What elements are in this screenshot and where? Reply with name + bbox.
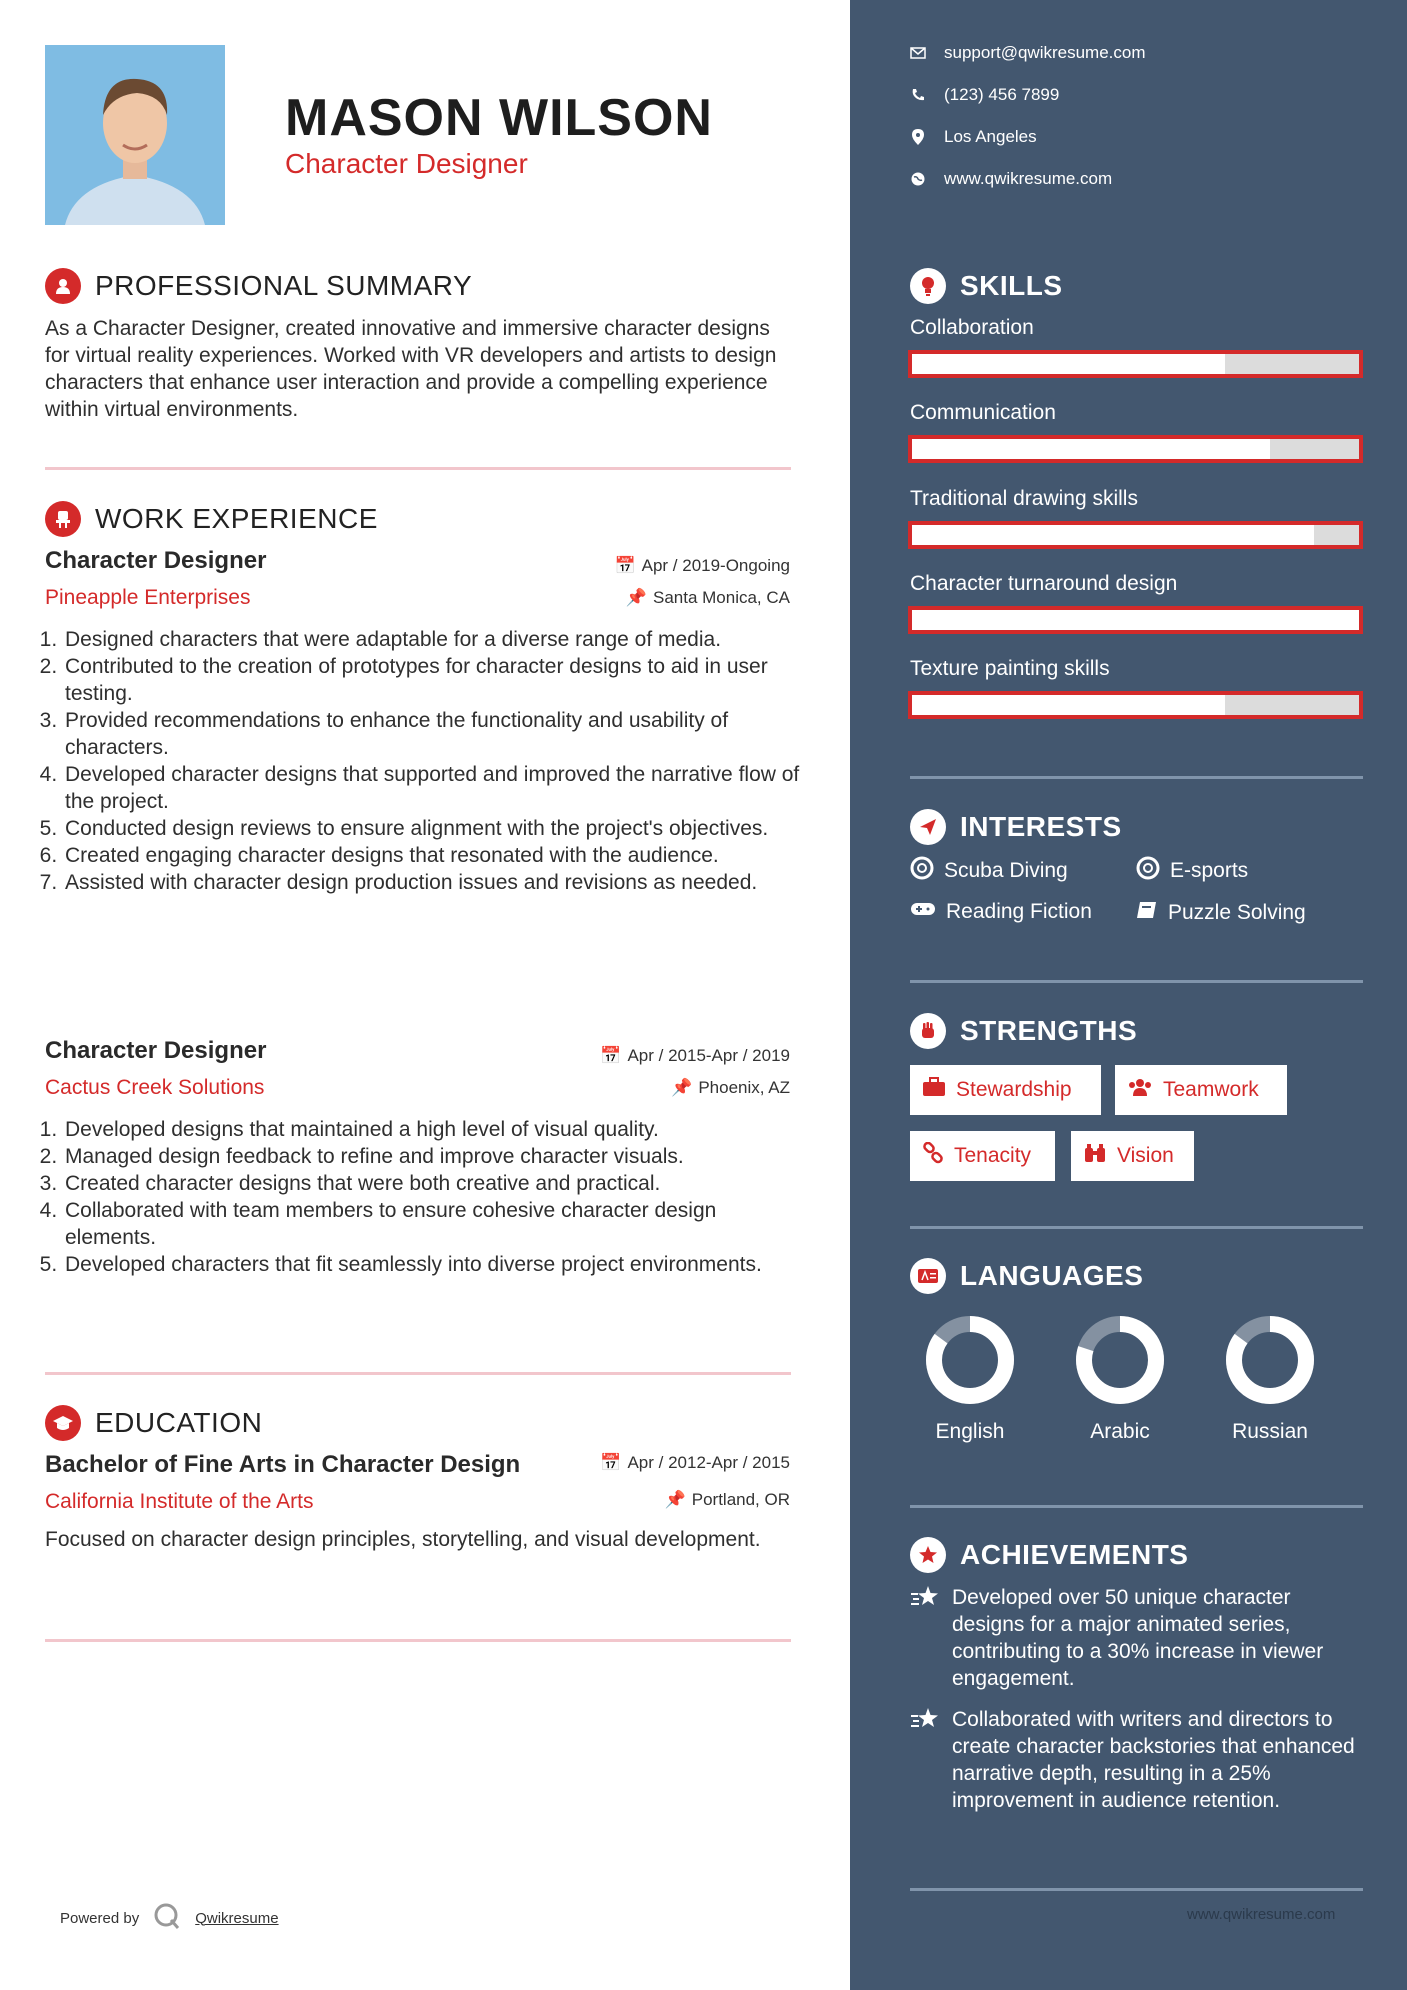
interests-title: INTERESTS	[960, 811, 1122, 842]
hand-icon	[910, 1013, 946, 1049]
envelope-icon	[910, 45, 926, 61]
binoculars-icon	[1083, 1142, 1107, 1170]
list-item: 4. Collaborated with team members to ensure cohesive character design elements.	[63, 1197, 808, 1251]
skill-bar	[908, 350, 1363, 378]
list-item: 3. Created character designs that were both creative and practical.	[63, 1170, 808, 1197]
job-company: Cactus Creek Solutions	[45, 1076, 265, 1099]
skill-bar	[908, 606, 1363, 634]
list-item: 3. Provided recommendations to enhance the functionality and usability of characters.	[63, 707, 808, 761]
summary-text: As a Character Designer, created innovative and immersive character designs for virtual reality experiences. Worked with VR developers and artists to design characters that enhance user interaction and provide a compelling experience within virtual environments.	[45, 317, 777, 421]
summary-heading	[45, 268, 472, 304]
phone-text: (123) 456 7899	[944, 85, 1060, 104]
languages-heading	[910, 1258, 1143, 1294]
star-icon	[910, 1706, 940, 1814]
achievements-title: ACHIEVEMENTS	[960, 1539, 1189, 1570]
star-badge-icon	[910, 1537, 946, 1573]
list-item: 5. Conducted design reviews to ensure alignment with the project's objectives.	[63, 815, 808, 842]
map-pin-icon	[910, 129, 926, 145]
footer-website[interactable]: www.qwikresume.com	[1187, 1906, 1336, 1923]
job-dates	[600, 1046, 790, 1066]
education-location-text: Portland, OR	[691, 1490, 790, 1509]
globe-icon	[910, 171, 926, 187]
job-dates-text: Apr / 2019-Ongoing	[641, 556, 790, 575]
job-location	[671, 1078, 790, 1098]
section-divider	[910, 1226, 1363, 1229]
section-divider	[910, 1505, 1363, 1508]
star-icon	[910, 1584, 940, 1692]
skill-fill	[912, 439, 1270, 459]
strength-badge	[1071, 1131, 1194, 1181]
skill-fill	[912, 525, 1314, 545]
job-location	[626, 588, 790, 608]
section-divider	[910, 980, 1363, 983]
list-item: 6. Created engaging character designs that resonated with the audience.	[63, 842, 808, 869]
email-text[interactable]: support@qwikresume.com	[944, 43, 1146, 62]
list-item: 4. Developed character designs that supported and improved the narrative flow of the project.	[63, 761, 808, 815]
job-duties	[45, 626, 808, 896]
pin-icon: 📌	[664, 1490, 686, 1509]
interest-label: Reading Fiction	[946, 900, 1092, 923]
job-title: Character Designer	[45, 547, 267, 574]
section-divider	[910, 776, 1363, 779]
language-ring	[1072, 1312, 1168, 1408]
interest-label: Scuba Diving	[944, 859, 1068, 882]
graduation-icon	[45, 1405, 81, 1441]
language-item	[910, 1312, 1030, 1444]
interests-heading	[910, 809, 1122, 845]
contact-email	[910, 43, 1146, 63]
language-label: Arabic	[1090, 1420, 1150, 1443]
location-text: Los Angeles	[944, 127, 1037, 146]
skill-fill	[912, 354, 1225, 374]
education-location	[665, 1490, 790, 1510]
gamepad-icon	[910, 900, 936, 924]
paper-plane-icon	[910, 809, 946, 845]
skill-bar	[908, 435, 1363, 463]
list-item: 1. Designed characters that were adaptable for a diverse range of media.	[63, 626, 808, 653]
interest-item	[910, 900, 1092, 924]
pin-icon: 📌	[671, 1078, 693, 1097]
degree-title: Bachelor of Fine Arts in Character Design	[45, 1451, 521, 1478]
interest-item	[910, 856, 1068, 886]
work-heading	[45, 501, 378, 537]
candidate-title: Character Designer	[285, 148, 528, 179]
book-icon	[1136, 900, 1158, 926]
calendar-icon: 📅	[600, 1046, 622, 1065]
language-label: English	[935, 1420, 1005, 1443]
section-divider	[45, 1372, 791, 1375]
skill-label: Traditional drawing skills	[910, 487, 1138, 510]
language-item	[1210, 1312, 1330, 1444]
skills-title: SKILLS	[960, 270, 1063, 301]
job-duties	[45, 1116, 808, 1278]
section-divider	[45, 1639, 791, 1642]
work-title: WORK EXPERIENCE	[95, 503, 378, 534]
skill-label: Collaboration	[910, 316, 1034, 339]
interest-item	[1136, 856, 1248, 886]
strengths-heading	[910, 1013, 1137, 1049]
language-ring	[922, 1312, 1018, 1408]
strength-badge	[1115, 1065, 1287, 1115]
strength-label: Vision	[1117, 1144, 1174, 1167]
skill-fill	[912, 610, 1359, 630]
education-description: Focused on character design principles, storytelling, and visual development.	[45, 1528, 761, 1551]
skill-bar	[908, 691, 1363, 719]
phone-icon	[910, 87, 926, 103]
education-heading	[45, 1405, 262, 1441]
achievement-item	[910, 1706, 1370, 1814]
section-divider	[45, 467, 791, 470]
achievement-text: Developed over 50 unique character designs for a major animated series, contributing to a 30% increase in viewer engagement.	[952, 1586, 1324, 1690]
strength-label: Teamwork	[1163, 1078, 1259, 1101]
skill-label: Texture painting skills	[910, 657, 1110, 680]
languages-title: LANGUAGES	[960, 1260, 1144, 1291]
skill-label: Communication	[910, 401, 1056, 424]
strength-badge	[910, 1131, 1055, 1181]
calendar-icon: 📅	[614, 556, 636, 575]
job-location-text: Phoenix, AZ	[698, 1078, 790, 1097]
lifebuoy-icon	[910, 856, 934, 886]
list-item: 1. Developed designs that maintained a high level of visual quality.	[63, 1116, 808, 1143]
job-location-text: Santa Monica, CA	[652, 588, 790, 607]
contact-location	[910, 127, 1037, 147]
job-company: Pineapple Enterprises	[45, 586, 251, 609]
strength-badge	[910, 1065, 1101, 1115]
skill-fill	[912, 695, 1225, 715]
powered-by	[60, 1902, 279, 1934]
strengths-title: STRENGTHS	[960, 1015, 1138, 1046]
skill-label: Character turnaround design	[910, 572, 1178, 595]
job-dates-text: Apr / 2015-Apr / 2019	[627, 1046, 790, 1065]
interest-label: Puzzle Solving	[1168, 901, 1306, 924]
achievements-heading	[910, 1537, 1188, 1573]
education-dates-text: Apr / 2012-Apr / 2015	[627, 1453, 790, 1472]
user-icon	[45, 268, 81, 304]
candidate-name: MASON WILSON	[285, 89, 713, 147]
skill-bar	[908, 521, 1363, 549]
calendar-icon: 📅	[600, 1453, 622, 1472]
language-item	[1060, 1312, 1180, 1444]
list-item: 5. Developed characters that fit seamlessly into diverse project environments.	[63, 1251, 808, 1278]
language-icon	[910, 1258, 946, 1294]
qwikresume-link[interactable]: Qwikresume	[195, 1909, 279, 1927]
summary-title: PROFESSIONAL SUMMARY	[95, 270, 473, 301]
list-item: 2. Managed design feedback to refine and improve character visuals.	[63, 1143, 808, 1170]
section-divider	[910, 1888, 1363, 1891]
interest-item	[1136, 900, 1306, 926]
achievement-item	[910, 1584, 1370, 1692]
list-item: 2. Contributed to the creation of prototypes for character designs to aid in user testing.	[63, 653, 808, 707]
lightbulb-icon	[910, 268, 946, 304]
pin-icon: 📌	[625, 588, 647, 607]
language-label: Russian	[1232, 1420, 1308, 1443]
education-title: EDUCATION	[95, 1407, 263, 1438]
list-item: 7. Assisted with character design production issues and revisions as needed.	[63, 869, 808, 896]
qwikresume-logo-icon	[153, 1902, 181, 1934]
school-name: California Institute of the Arts	[45, 1490, 314, 1513]
chair-icon	[45, 501, 81, 537]
strength-label: Tenacity	[954, 1144, 1032, 1167]
language-ring	[1222, 1312, 1318, 1408]
website-text[interactable]: www.qwikresume.com	[944, 169, 1113, 188]
strength-label: Stewardship	[956, 1078, 1072, 1101]
profile-photo	[45, 45, 225, 225]
users-icon	[1127, 1077, 1153, 1103]
interest-label: E-sports	[1170, 859, 1249, 882]
contact-website	[910, 169, 1112, 189]
education-dates	[600, 1453, 790, 1473]
job-title: Character Designer	[45, 1037, 267, 1064]
job-dates	[614, 556, 790, 576]
powered-by-text: Powered by	[60, 1909, 140, 1927]
link-icon	[922, 1142, 944, 1170]
briefcase-icon	[922, 1077, 946, 1103]
contact-phone	[910, 85, 1059, 105]
skills-heading	[910, 268, 1063, 304]
achievement-text: Collaborated with writers and directors to create character backstories that enhanced narrative depth, resulting in a 25% improvement in audience retention.	[952, 1708, 1355, 1812]
lifebuoy-icon	[1136, 856, 1160, 886]
